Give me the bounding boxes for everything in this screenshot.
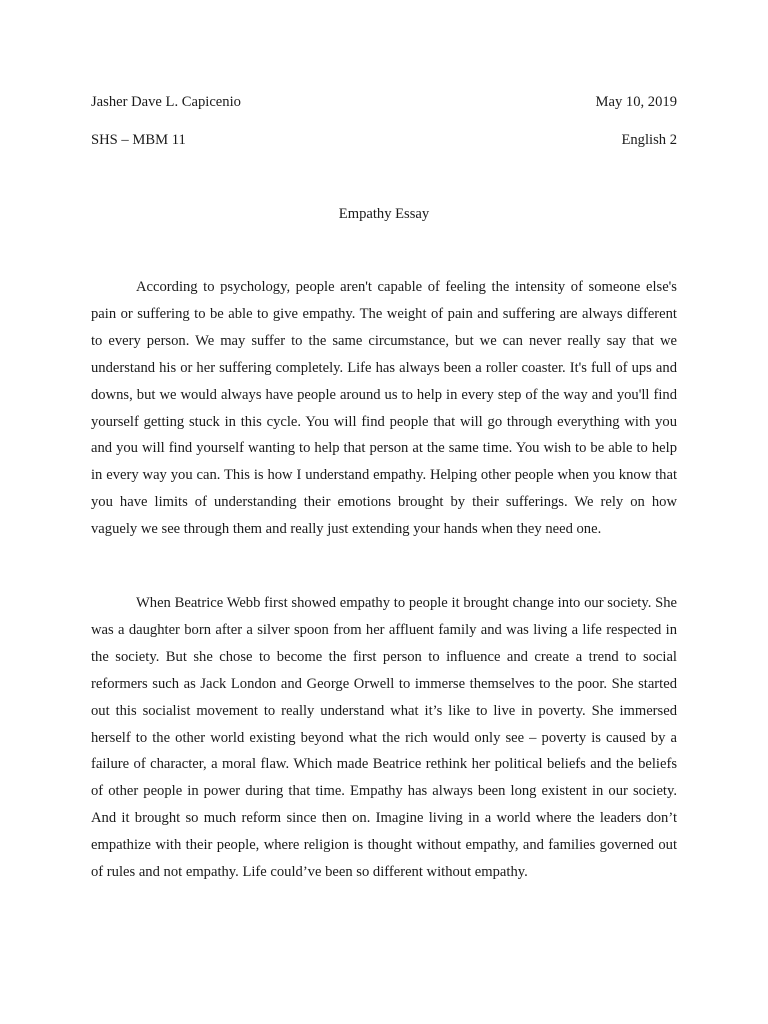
author-name: Jasher Dave L. Capicenio xyxy=(91,94,241,110)
paragraph-1: According to psychology, people aren't capable of feeling the intensity of someone else's pain or suffering to be able to give empathy. The weight of pain and suffering are always different to every person. We may suffer to the same circumstance, but we can never really say that we understand his or her suffering completely. Life has always been a roller coaster. It's full of ups and downs, but we would always have people around us to help in every step of the way and you'll find yourself getting stuck in this cycle. You will find people that will go through everything with you and you will find yourself wanting to help that person at the same time. You wish to be able to help in every way you can. This is how I understand empathy. Helping other people when you know that you have limits of understanding their emotions brought by their sufferings. We rely on how vaguely we see through them and really just extending your hands when they need one. xyxy=(91,279,677,538)
essay-title: Empathy Essay xyxy=(338,206,430,222)
essay-date: May 10, 2019 xyxy=(595,94,677,110)
header-row-bottom xyxy=(91,131,677,149)
paragraph-2: When Beatrice Webb first showed empathy to people it brought change into our society. She was a daughter born after a silver spoon from her affluent family and was living a life respected in the society. But she chose to become the first person to influence and create a trend to social reformers such as Jack London and George Orwell to immerse themselves to the poor. She started out this socialist movement to really understand what it’s like to live in poverty. She immersed herself to the other world existing beyond what the rich would only see – poverty is caused by a failure of character, a moral flaw. Which made Beatrice rethink her political beliefs and the beliefs of other people in power during that time. Empathy has always been long existent in our society. And it brought so much reform since then on. Imagine living in a world where the leaders don’t empathize with their people, where religion is thought without empathy, and families governed out of rules and not empathy. Life could’ve been so different without empathy. xyxy=(91,595,677,881)
header-row-top xyxy=(91,93,677,111)
section-label: SHS – MBM 11 xyxy=(91,132,186,148)
subject-label: English 2 xyxy=(621,132,677,148)
document-page xyxy=(91,0,677,1024)
